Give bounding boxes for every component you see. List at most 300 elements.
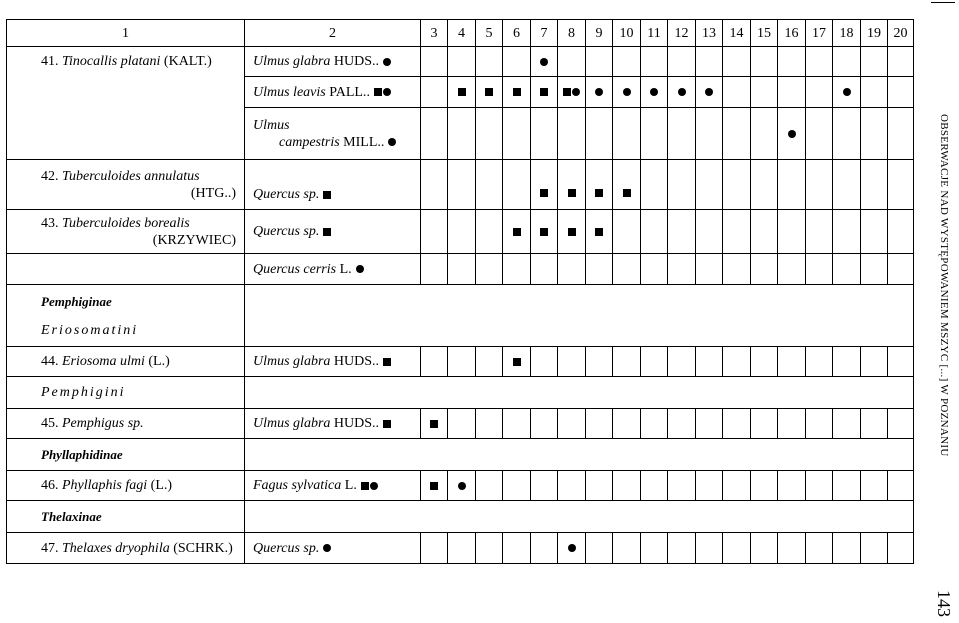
circle-icon xyxy=(650,88,658,96)
mark-cell xyxy=(613,533,641,564)
circle-icon xyxy=(788,130,796,138)
page-number: 143 xyxy=(934,589,954,617)
header-loc-4: 4 xyxy=(448,20,476,47)
mark-cell xyxy=(778,210,806,254)
mark-cell xyxy=(476,210,503,254)
species-cell: 42. Tuberculoides annulatus (HTG..) xyxy=(7,160,245,210)
mark-cell xyxy=(696,47,723,77)
square-circle-icon xyxy=(361,482,378,490)
mark-cell xyxy=(888,409,914,439)
aphid-occurrence-table xyxy=(6,19,914,564)
mark-cell xyxy=(421,471,448,501)
mark-cell xyxy=(668,108,696,160)
mark-cell xyxy=(806,108,833,160)
mark-cell xyxy=(421,409,448,439)
group-label-cell xyxy=(7,439,245,471)
mark-cell xyxy=(421,533,448,564)
mark-cell xyxy=(806,409,833,439)
mark-cell xyxy=(806,533,833,564)
table-row xyxy=(7,160,914,210)
mark-cell xyxy=(613,47,641,77)
species-author: HTG. xyxy=(195,185,228,201)
species-cell: 46. Phyllaphis fagi (L.) xyxy=(7,471,245,501)
square-icon xyxy=(485,88,493,96)
mark-cell xyxy=(833,47,861,77)
mark-cell xyxy=(421,108,448,160)
mark-cell xyxy=(861,533,888,564)
host-cell xyxy=(245,471,421,501)
mark-cell xyxy=(723,77,751,108)
mark-cell xyxy=(668,471,696,501)
mark-cell xyxy=(531,160,558,210)
header-loc-8: 8 xyxy=(558,20,586,47)
host-name: Quercus sp. xyxy=(253,187,320,202)
mark-cell xyxy=(751,409,778,439)
mark-cell xyxy=(888,160,914,210)
mark-cell xyxy=(421,77,448,108)
mark-cell xyxy=(696,160,723,210)
square-icon xyxy=(513,228,521,236)
square-icon xyxy=(513,88,521,96)
mark-cell xyxy=(503,47,531,77)
mark-cell xyxy=(586,471,613,501)
mark-cell xyxy=(421,160,448,210)
mark-cell xyxy=(503,108,531,160)
mark-cell xyxy=(613,471,641,501)
host-cell: Ulmus campestris MILL.. xyxy=(245,108,421,160)
host-cell: Ulmus glabra HUDS.. xyxy=(245,409,421,439)
mark-cell xyxy=(531,77,558,108)
mark-cell xyxy=(696,347,723,377)
mark-cell xyxy=(806,47,833,77)
mark-cell xyxy=(421,210,448,254)
mark-cell xyxy=(476,471,503,501)
header-loc-13: 13 xyxy=(696,20,723,47)
square-icon xyxy=(540,189,548,197)
square-icon xyxy=(568,189,576,197)
mark-cell xyxy=(888,471,914,501)
mark-cell xyxy=(503,533,531,564)
mark-cell xyxy=(751,77,778,108)
species-cell: 41. Tinocallis platani (KALT.) xyxy=(7,47,245,160)
mark-cell xyxy=(421,347,448,377)
mark-cell xyxy=(503,77,531,108)
mark-cell xyxy=(613,160,641,210)
mark-cell xyxy=(641,471,668,501)
mark-cell xyxy=(696,471,723,501)
mark-cell xyxy=(668,210,696,254)
mark-cell xyxy=(586,254,613,285)
header-loc-7: 7 xyxy=(531,20,558,47)
table-row xyxy=(7,471,914,501)
circle-icon xyxy=(458,482,466,490)
square-icon xyxy=(595,228,603,236)
mark-cell xyxy=(723,47,751,77)
mark-cell xyxy=(861,409,888,439)
mark-cell xyxy=(778,254,806,285)
header-loc-5: 5 xyxy=(476,20,503,47)
mark-cell xyxy=(558,210,586,254)
mark-cell xyxy=(641,108,668,160)
mark-cell xyxy=(476,108,503,160)
mark-cell xyxy=(861,77,888,108)
mark-cell xyxy=(476,47,503,77)
group-spacer xyxy=(245,285,914,347)
host-author: HUDS. xyxy=(333,416,376,431)
mark-cell xyxy=(503,409,531,439)
host-cell xyxy=(245,254,421,285)
mark-cell xyxy=(833,254,861,285)
square-icon xyxy=(430,420,438,428)
mark-cell xyxy=(558,409,586,439)
species-author: L. xyxy=(155,478,168,493)
header-loc-6: 6 xyxy=(503,20,531,47)
mark-cell xyxy=(613,409,641,439)
mark-cell xyxy=(641,77,668,108)
row-number: 46. xyxy=(41,478,59,493)
header-col-2: 2 xyxy=(245,20,421,47)
host-author: L. xyxy=(339,261,352,277)
group-row xyxy=(7,501,914,533)
mark-cell xyxy=(476,160,503,210)
mark-cell xyxy=(806,471,833,501)
mark-cell xyxy=(641,47,668,77)
host-name: Quercus sp. xyxy=(253,224,320,239)
mark-cell xyxy=(888,210,914,254)
header-loc-19: 19 xyxy=(861,20,888,47)
mark-cell xyxy=(778,533,806,564)
circle-icon xyxy=(843,88,851,96)
subfamily-pemphiginae: Pemphiginae xyxy=(41,293,112,309)
square-icon xyxy=(323,191,331,199)
mark-cell xyxy=(778,47,806,77)
host-name: Ulmus glabra xyxy=(253,354,331,369)
mark-cell xyxy=(613,347,641,377)
mark-cell xyxy=(421,254,448,285)
square-icon xyxy=(513,358,521,366)
mark-cell xyxy=(833,533,861,564)
running-title: OBSERWACJE NAD WYSTĘPOWANIEM MSZYC [...] W POZNANIU xyxy=(938,113,950,457)
group-spacer xyxy=(245,439,914,471)
mark-cell xyxy=(861,108,888,160)
mark-cell xyxy=(723,160,751,210)
mark-cell xyxy=(421,47,448,77)
mark-cell xyxy=(448,409,476,439)
mark-cell xyxy=(641,409,668,439)
host-name: Fagus sylvatica xyxy=(253,478,342,493)
mark-cell xyxy=(778,77,806,108)
mark-cell xyxy=(448,108,476,160)
species-name: Pemphigus sp. xyxy=(62,416,144,431)
mark-cell xyxy=(888,77,914,108)
mark-cell xyxy=(723,254,751,285)
mark-cell xyxy=(558,160,586,210)
mark-cell xyxy=(558,347,586,377)
header-loc-9: 9 xyxy=(586,20,613,47)
mark-cell xyxy=(696,533,723,564)
mark-cell xyxy=(668,533,696,564)
mark-cell xyxy=(668,160,696,210)
mark-cell xyxy=(586,533,613,564)
mark-cell xyxy=(668,347,696,377)
species-author: SCHRK. xyxy=(177,540,229,556)
mark-cell xyxy=(586,347,613,377)
mark-cell xyxy=(586,160,613,210)
header-loc-20: 20 xyxy=(888,20,914,47)
table-row xyxy=(7,210,914,254)
mark-cell xyxy=(751,160,778,210)
mark-cell xyxy=(448,47,476,77)
mark-cell xyxy=(806,210,833,254)
mark-cell xyxy=(696,210,723,254)
group-row xyxy=(7,285,914,347)
header-loc-14: 14 xyxy=(723,20,751,47)
mark-cell xyxy=(503,254,531,285)
mark-cell xyxy=(531,47,558,77)
mark-cell xyxy=(861,254,888,285)
header-loc-16: 16 xyxy=(778,20,806,47)
mark-cell xyxy=(558,77,586,108)
square-icon xyxy=(383,358,391,366)
mark-cell xyxy=(586,210,613,254)
mark-cell xyxy=(696,108,723,160)
group-label-cell xyxy=(7,377,245,409)
header-loc-17: 17 xyxy=(806,20,833,47)
mark-cell xyxy=(476,409,503,439)
circle-icon xyxy=(568,544,576,552)
mark-cell xyxy=(531,471,558,501)
mark-cell xyxy=(833,210,861,254)
mark-cell xyxy=(806,347,833,377)
mark-cell xyxy=(586,77,613,108)
subfamily-phyllaphidinae: Phyllaphidinae xyxy=(41,446,123,462)
mark-cell xyxy=(778,160,806,210)
mark-cell xyxy=(861,471,888,501)
host-name: Quercus cerris xyxy=(253,261,337,277)
mark-cell xyxy=(833,409,861,439)
mark-cell xyxy=(613,108,641,160)
group-row xyxy=(7,439,914,471)
row-number: 45. xyxy=(41,416,59,431)
mark-cell xyxy=(888,533,914,564)
species-name: Tuberculoides annulatus xyxy=(62,168,200,184)
host-name: Ulmus xyxy=(253,117,290,133)
mark-cell xyxy=(778,471,806,501)
row-number: 42. xyxy=(41,168,59,184)
mark-cell xyxy=(613,77,641,108)
species-cell xyxy=(7,409,245,439)
mark-cell xyxy=(806,254,833,285)
mark-cell xyxy=(888,108,914,160)
species-author: KRZYWIEC xyxy=(157,232,232,248)
host-name: Ulmus leavis xyxy=(253,84,326,100)
mark-cell xyxy=(723,471,751,501)
square-icon xyxy=(383,420,391,428)
mark-cell xyxy=(613,254,641,285)
mark-cell xyxy=(531,254,558,285)
mark-cell xyxy=(806,160,833,210)
circle-icon xyxy=(705,88,713,96)
square-icon xyxy=(323,228,331,236)
group-label-cell xyxy=(7,285,245,347)
mark-cell xyxy=(531,210,558,254)
species-cell: 44. Eriosoma ulmi (L.) xyxy=(7,347,245,377)
header-row xyxy=(7,20,914,47)
mark-cell xyxy=(503,347,531,377)
mark-cell xyxy=(641,254,668,285)
mark-cell xyxy=(448,160,476,210)
host-name: Quercus sp. xyxy=(253,540,320,556)
mark-cell xyxy=(751,471,778,501)
mark-cell xyxy=(503,471,531,501)
side-rule xyxy=(931,2,955,3)
square-icon xyxy=(430,482,438,490)
tribe-eriosomatini: Eriosomatini xyxy=(41,322,139,338)
mark-cell xyxy=(476,533,503,564)
mark-cell xyxy=(861,347,888,377)
mark-cell xyxy=(778,347,806,377)
mark-cell xyxy=(723,347,751,377)
host-cell: Ulmus leavis PALL.. xyxy=(245,77,421,108)
mark-cell xyxy=(531,347,558,377)
mark-cell xyxy=(833,471,861,501)
mark-cell xyxy=(751,254,778,285)
table-row xyxy=(7,533,914,564)
mark-cell xyxy=(558,47,586,77)
table-row xyxy=(7,254,914,285)
table-row xyxy=(7,47,914,77)
header-loc-11: 11 xyxy=(641,20,668,47)
mark-cell xyxy=(448,533,476,564)
header-loc-18: 18 xyxy=(833,20,861,47)
mark-cell xyxy=(668,409,696,439)
mark-cell xyxy=(861,210,888,254)
mark-cell xyxy=(641,210,668,254)
row-number: 44. xyxy=(41,354,59,369)
header-col-1: 1 xyxy=(7,20,245,47)
square-icon xyxy=(458,88,466,96)
group-spacer xyxy=(245,501,914,533)
mark-cell xyxy=(888,47,914,77)
circle-icon xyxy=(595,88,603,96)
species-author: KALT. xyxy=(168,54,208,69)
species-author: L. xyxy=(153,354,166,369)
mark-cell xyxy=(833,347,861,377)
mark-cell xyxy=(586,108,613,160)
circle-icon xyxy=(323,544,331,552)
header-loc-10: 10 xyxy=(613,20,641,47)
empty-cell xyxy=(7,254,245,285)
mark-cell xyxy=(861,160,888,210)
mark-cell xyxy=(641,347,668,377)
circle-icon xyxy=(356,265,364,273)
mark-cell xyxy=(723,533,751,564)
square-circle-icon xyxy=(563,88,580,96)
mark-cell xyxy=(448,254,476,285)
mark-cell xyxy=(751,533,778,564)
host-name-2: campestris xyxy=(279,134,340,150)
host-cell: Ulmus glabra HUDS.. xyxy=(245,47,421,77)
host-cell: Ulmus glabra HUDS.. xyxy=(245,347,421,377)
mark-cell xyxy=(751,347,778,377)
species-name: Tinocallis platani xyxy=(62,54,161,69)
row-number: 43. xyxy=(41,215,59,231)
mark-cell xyxy=(751,108,778,160)
mark-cell xyxy=(751,47,778,77)
mark-cell xyxy=(833,160,861,210)
mark-cell xyxy=(613,210,641,254)
mark-cell xyxy=(476,77,503,108)
host-author: PALL. xyxy=(329,84,367,100)
host-author: HUDS. xyxy=(333,54,376,69)
row-number: 47. xyxy=(41,540,59,556)
header-loc-15: 15 xyxy=(751,20,778,47)
mark-cell xyxy=(558,471,586,501)
mark-cell xyxy=(586,47,613,77)
host-cell xyxy=(245,533,421,564)
square-icon xyxy=(540,88,548,96)
species-cell: 43. Tuberculoides borealis (KRZYWIEC) xyxy=(7,210,245,254)
mark-cell xyxy=(641,533,668,564)
mark-cell xyxy=(751,210,778,254)
circle-icon xyxy=(383,58,391,66)
species-name: Tuberculoides borealis xyxy=(62,215,190,231)
circle-icon xyxy=(540,58,548,66)
mark-cell xyxy=(448,210,476,254)
circle-icon xyxy=(623,88,631,96)
mark-cell xyxy=(558,108,586,160)
circle-icon xyxy=(678,88,686,96)
species-name: Eriosoma ulmi xyxy=(62,354,145,369)
species-name: Thelaxes dryophila xyxy=(62,540,170,556)
mark-cell xyxy=(531,108,558,160)
group-label-cell xyxy=(7,501,245,533)
mark-cell xyxy=(476,254,503,285)
subfamily-thelaxinae: Thelaxinae xyxy=(41,508,102,524)
mark-cell xyxy=(586,409,613,439)
mark-cell xyxy=(558,533,586,564)
mark-cell xyxy=(778,409,806,439)
mark-cell xyxy=(448,471,476,501)
host-cell xyxy=(245,160,421,210)
mark-cell xyxy=(531,533,558,564)
mark-cell xyxy=(503,160,531,210)
species-name: Phyllaphis fagi xyxy=(62,478,148,493)
mark-cell xyxy=(778,108,806,160)
mark-cell xyxy=(696,254,723,285)
square-icon xyxy=(623,189,631,197)
mark-cell xyxy=(696,409,723,439)
mark-cell xyxy=(888,254,914,285)
mark-cell xyxy=(833,108,861,160)
square-icon xyxy=(595,189,603,197)
species-cell: 47. Thelaxes dryophila (SCHRK.) xyxy=(7,533,245,564)
header-loc-3: 3 xyxy=(421,20,448,47)
mark-cell xyxy=(448,347,476,377)
host-cell xyxy=(245,210,421,254)
mark-cell xyxy=(448,77,476,108)
square-icon xyxy=(540,228,548,236)
mark-cell xyxy=(641,160,668,210)
circle-icon xyxy=(388,138,396,146)
host-author: L. xyxy=(344,478,357,493)
host-name: Ulmus glabra xyxy=(253,54,331,69)
row-number: 41. xyxy=(41,54,59,69)
mark-cell xyxy=(476,347,503,377)
mark-cell xyxy=(723,210,751,254)
square-icon xyxy=(568,228,576,236)
mark-cell xyxy=(668,254,696,285)
